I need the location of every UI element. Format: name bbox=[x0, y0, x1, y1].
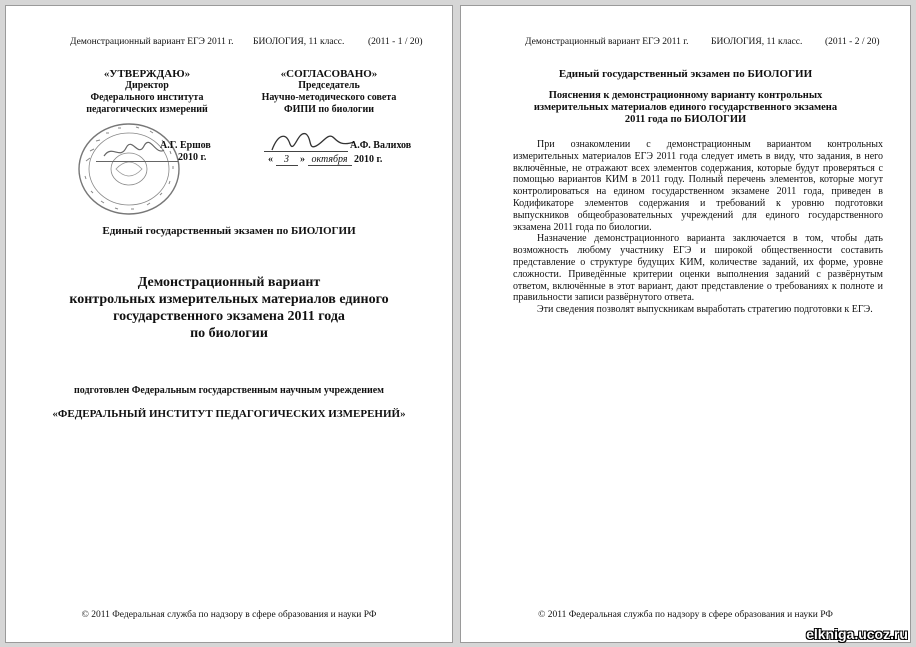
document-page-1 bbox=[6, 6, 452, 642]
approve-line3: педагогических измерений bbox=[86, 104, 208, 115]
header-right: (2011 - 1 / 20) bbox=[368, 37, 423, 47]
paragraph-3: Эти сведения позволят выпускникам выработать стратегию подготовки к ЕГЭ. bbox=[537, 304, 873, 316]
agreed-block bbox=[234, 68, 424, 116]
approve-name: А.Г. Ершов bbox=[160, 140, 211, 151]
header-right: (2011 - 2 / 20) bbox=[825, 37, 880, 47]
explanation-title-line1: Пояснения к демонстрационному варианту контрольных bbox=[548, 90, 823, 101]
approve-block bbox=[52, 68, 242, 116]
signature-left-icon bbox=[102, 140, 166, 162]
header-middle: БИОЛОГИЯ, 11 класс. bbox=[253, 37, 345, 47]
agreed-date-close: » bbox=[300, 154, 305, 165]
header-middle: БИОЛОГИЯ, 11 класс. bbox=[711, 37, 803, 47]
explanation-title-line2: измерительных материалов единого государственного экзамена bbox=[533, 102, 838, 113]
seal-stamp-icon bbox=[76, 121, 182, 217]
page-footer: © 2011 Федеральная служба по надзору в сфере образования и науки РФ bbox=[81, 610, 377, 620]
explanation-body bbox=[513, 139, 883, 316]
agreed-date-open: « bbox=[268, 154, 273, 165]
prepared-by: подготовлен Федеральным государственным научным учреждением bbox=[74, 385, 384, 396]
agreed-date bbox=[268, 154, 382, 166]
paragraph-2: Назначение демонстрационного варианта заключается в том, чтобы дать возможность любому участнику ЕГЭ и широкой общественности составить представление о структуре будущих КИМ, количестве заданий, их форме, уровне сложности. Приведённые критерии оценки выполнения заданий с развёрнутым ответом, включённые в этот вариант, дают представление о требованиях к полноте и правильности записи развёрнутого ответа. bbox=[513, 233, 883, 304]
approve-line1: Директор bbox=[125, 80, 169, 91]
explanation-title bbox=[461, 90, 910, 126]
approve-date-line bbox=[96, 161, 178, 162]
page-footer: © 2011 Федеральная служба по надзору в сфере образования и науки РФ bbox=[538, 610, 833, 620]
main-title-line3: государственного экзамена 2011 года bbox=[113, 309, 345, 324]
approve-line2: Федерального института bbox=[90, 92, 204, 103]
document-page-2 bbox=[461, 6, 910, 642]
agreed-line2: Научно-методического совета bbox=[261, 92, 397, 103]
exam-title: Единый государственный экзамен по БИОЛОГИИ bbox=[102, 225, 356, 237]
agreed-date-month: октября bbox=[308, 154, 352, 166]
agreed-line3: ФИПИ по биологии bbox=[284, 104, 374, 115]
header-left: Демонстрационный вариант ЕГЭ 2011 г. bbox=[525, 37, 689, 47]
agreed-line1: Председатель bbox=[298, 80, 360, 91]
approve-date: 2010 г. bbox=[178, 152, 207, 163]
exam-title: Единый государственный экзамен по БИОЛОГИИ bbox=[558, 68, 813, 80]
paragraph-1: При ознакомлении с демонстрационным вариантом контрольных измерительных материалов ЕГЭ 2011 года следует иметь в виду, что задания, в него включённые, не отражают всех элементов содержания, которые будут проверяться с помощью вариантов КИМ в 2011 году. Полный перечень элементов, которые могут контролироваться на едином государственном экзамене 2011 года, приведен в Кодификаторе элементов содержания и требований к уровню подготовки выпускников общеобразовательных учреждений для единого государственного экзамена 2011 года по биологии. bbox=[513, 139, 883, 233]
agreed-name: А.Ф. Валихов bbox=[350, 140, 412, 151]
approve-title: «УТВЕРЖДАЮ» bbox=[103, 68, 191, 80]
agreed-date-year: 2010 г. bbox=[354, 154, 383, 165]
agreed-date-day: 3 bbox=[276, 154, 298, 166]
main-title-line1: Демонстрационный вариант bbox=[137, 275, 321, 290]
main-title-line2: контрольных измерительных материалов единого bbox=[69, 292, 389, 307]
agreed-title: «СОГЛАСОВАНО» bbox=[280, 68, 378, 80]
institute-name: «ФЕДЕРАЛЬНЫЙ ИНСТИТУТ ПЕДАГОГИЧЕСКИХ ИЗМЕРЕНИЙ» bbox=[52, 408, 406, 420]
main-title bbox=[6, 274, 452, 342]
agreed-sign-line bbox=[264, 151, 348, 152]
explanation-title-line3: 2011 года по БИОЛОГИИ bbox=[624, 114, 747, 125]
watermark: elkniga.ucoz.ru bbox=[806, 626, 908, 642]
main-title-line4: по биологии bbox=[190, 326, 268, 341]
header-left: Демонстрационный вариант ЕГЭ 2011 г. bbox=[70, 37, 234, 47]
